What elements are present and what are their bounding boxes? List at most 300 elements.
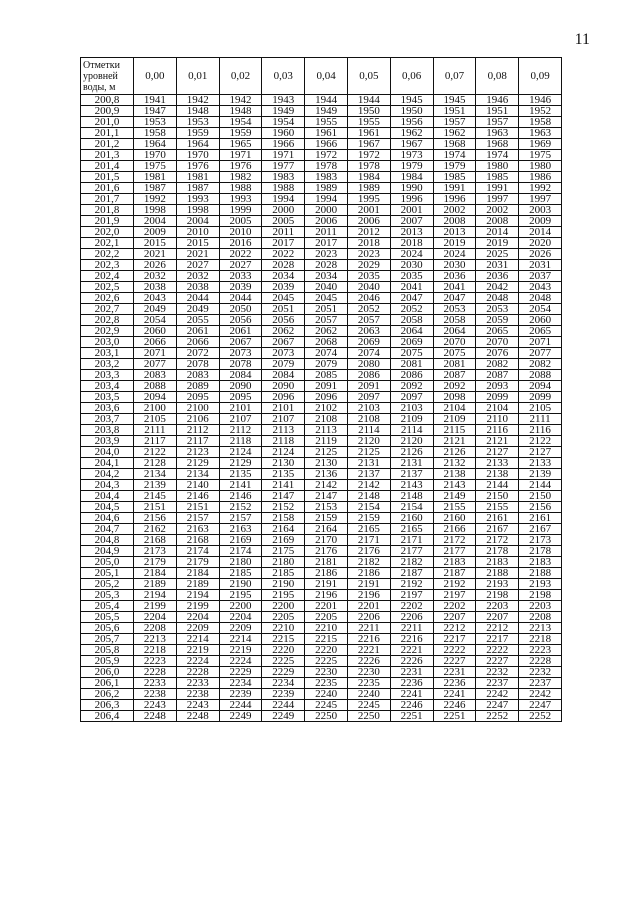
value-cell: 2172 bbox=[433, 535, 476, 546]
value-cell: 2215 bbox=[262, 634, 305, 645]
table-row bbox=[81, 150, 562, 161]
value-cell: 2134 bbox=[176, 469, 219, 480]
value-cell: 2088 bbox=[519, 370, 562, 381]
value-cell: 2087 bbox=[476, 370, 519, 381]
value-cell: 2141 bbox=[219, 480, 262, 491]
value-cell: 2186 bbox=[305, 568, 348, 579]
value-cell: 2079 bbox=[262, 359, 305, 370]
value-cell: 2045 bbox=[262, 293, 305, 304]
value-cell: 2007 bbox=[390, 216, 433, 227]
value-cell: 2189 bbox=[134, 579, 177, 590]
value-cell: 2120 bbox=[347, 436, 390, 447]
value-cell: 2131 bbox=[390, 458, 433, 469]
value-cell: 1988 bbox=[262, 183, 305, 194]
value-cell: 2076 bbox=[476, 348, 519, 359]
value-cell: 2244 bbox=[219, 700, 262, 711]
value-cell: 2043 bbox=[134, 293, 177, 304]
value-cell: 1984 bbox=[347, 172, 390, 183]
value-cell: 2040 bbox=[305, 282, 348, 293]
table-row bbox=[81, 359, 562, 370]
value-cell: 2206 bbox=[347, 612, 390, 623]
value-cell: 2121 bbox=[476, 436, 519, 447]
level-cell: 205,6 bbox=[81, 623, 134, 634]
value-cell: 2117 bbox=[176, 436, 219, 447]
value-cell: 2002 bbox=[433, 205, 476, 216]
value-cell: 2101 bbox=[219, 403, 262, 414]
value-cell: 2238 bbox=[176, 689, 219, 700]
table-row bbox=[81, 249, 562, 260]
value-cell: 2250 bbox=[305, 711, 348, 722]
value-cell: 2196 bbox=[347, 590, 390, 601]
value-cell: 2200 bbox=[262, 601, 305, 612]
value-cell: 2139 bbox=[519, 469, 562, 480]
value-cell: 2204 bbox=[176, 612, 219, 623]
table-row bbox=[81, 458, 562, 469]
value-cell: 2146 bbox=[176, 491, 219, 502]
table-row bbox=[81, 502, 562, 513]
table-row bbox=[81, 106, 562, 117]
column-header-levels: Отметки уровней воды, м bbox=[81, 58, 134, 95]
value-cell: 1962 bbox=[433, 128, 476, 139]
value-cell: 2145 bbox=[134, 491, 177, 502]
table-row bbox=[81, 667, 562, 678]
value-cell: 2126 bbox=[433, 447, 476, 458]
value-cell: 2051 bbox=[262, 304, 305, 315]
value-cell: 2247 bbox=[519, 700, 562, 711]
value-cell: 2078 bbox=[219, 359, 262, 370]
value-cell: 2023 bbox=[347, 249, 390, 260]
value-cell: 2154 bbox=[347, 502, 390, 513]
value-cell: 2100 bbox=[176, 403, 219, 414]
value-cell: 2184 bbox=[176, 568, 219, 579]
value-cell: 2001 bbox=[347, 205, 390, 216]
table-row bbox=[81, 535, 562, 546]
value-cell: 2125 bbox=[347, 447, 390, 458]
value-cell: 2077 bbox=[519, 348, 562, 359]
value-cell: 2161 bbox=[476, 513, 519, 524]
table-row bbox=[81, 271, 562, 282]
value-cell: 2208 bbox=[519, 612, 562, 623]
value-cell: 2033 bbox=[219, 271, 262, 282]
level-cell: 205,3 bbox=[81, 590, 134, 601]
table-row bbox=[81, 524, 562, 535]
value-cell: 2201 bbox=[305, 601, 348, 612]
value-cell: 2074 bbox=[347, 348, 390, 359]
value-cell: 2063 bbox=[347, 326, 390, 337]
value-cell: 2138 bbox=[433, 469, 476, 480]
value-cell: 1941 bbox=[134, 95, 177, 106]
value-cell: 2130 bbox=[262, 458, 305, 469]
value-cell: 1980 bbox=[519, 161, 562, 172]
value-cell: 2051 bbox=[305, 304, 348, 315]
value-cell: 2168 bbox=[134, 535, 177, 546]
table-row bbox=[81, 469, 562, 480]
value-cell: 2187 bbox=[433, 568, 476, 579]
value-cell: 2134 bbox=[134, 469, 177, 480]
table-row bbox=[81, 392, 562, 403]
value-cell: 2056 bbox=[219, 315, 262, 326]
level-cell: 205,2 bbox=[81, 579, 134, 590]
value-cell: 2185 bbox=[262, 568, 305, 579]
value-cell: 2138 bbox=[476, 469, 519, 480]
value-cell: 2112 bbox=[176, 425, 219, 436]
value-cell: 1991 bbox=[476, 183, 519, 194]
value-cell: 2111 bbox=[134, 425, 177, 436]
table-row bbox=[81, 282, 562, 293]
value-cell: 1959 bbox=[176, 128, 219, 139]
value-cell: 2029 bbox=[347, 260, 390, 271]
value-cell: 2238 bbox=[134, 689, 177, 700]
table-row bbox=[81, 436, 562, 447]
level-cell: 201,2 bbox=[81, 139, 134, 150]
value-cell: 2105 bbox=[519, 403, 562, 414]
value-cell: 1996 bbox=[433, 194, 476, 205]
value-cell: 2003 bbox=[519, 205, 562, 216]
value-cell: 1959 bbox=[219, 128, 262, 139]
value-cell: 2075 bbox=[433, 348, 476, 359]
table-row bbox=[81, 216, 562, 227]
table-header-row bbox=[81, 58, 562, 95]
value-cell: 2015 bbox=[176, 238, 219, 249]
value-cell: 2181 bbox=[305, 557, 348, 568]
value-cell: 2129 bbox=[219, 458, 262, 469]
value-cell: 2210 bbox=[262, 623, 305, 634]
value-cell: 2177 bbox=[433, 546, 476, 557]
value-cell: 2227 bbox=[476, 656, 519, 667]
value-cell: 2219 bbox=[176, 645, 219, 656]
level-cell: 201,0 bbox=[81, 117, 134, 128]
column-header: 0,04 bbox=[305, 58, 348, 95]
value-cell: 2013 bbox=[433, 227, 476, 238]
table-row bbox=[81, 546, 562, 557]
level-cell: 201,9 bbox=[81, 216, 134, 227]
value-cell: 2161 bbox=[519, 513, 562, 524]
value-cell: 2082 bbox=[519, 359, 562, 370]
value-cell: 2035 bbox=[390, 271, 433, 282]
level-cell: 205,8 bbox=[81, 645, 134, 656]
value-cell: 2048 bbox=[519, 293, 562, 304]
value-cell: 2196 bbox=[305, 590, 348, 601]
level-cell: 203,7 bbox=[81, 414, 134, 425]
value-cell: 1988 bbox=[219, 183, 262, 194]
value-cell: 2034 bbox=[262, 271, 305, 282]
value-cell: 2150 bbox=[476, 491, 519, 502]
value-cell: 2054 bbox=[134, 315, 177, 326]
value-cell: 2142 bbox=[305, 480, 348, 491]
level-cell: 202,2 bbox=[81, 249, 134, 260]
value-cell: 2230 bbox=[305, 667, 348, 678]
column-header: 0,05 bbox=[347, 58, 390, 95]
value-cell: 2151 bbox=[134, 502, 177, 513]
level-cell: 206,1 bbox=[81, 678, 134, 689]
value-cell: 2052 bbox=[390, 304, 433, 315]
value-cell: 1970 bbox=[134, 150, 177, 161]
value-cell: 2235 bbox=[347, 678, 390, 689]
value-cell: 2027 bbox=[176, 260, 219, 271]
value-cell: 1977 bbox=[262, 161, 305, 172]
level-cell: 201,4 bbox=[81, 161, 134, 172]
value-cell: 2064 bbox=[390, 326, 433, 337]
value-cell: 2206 bbox=[390, 612, 433, 623]
value-cell: 1952 bbox=[519, 106, 562, 117]
value-cell: 2122 bbox=[134, 447, 177, 458]
value-cell: 1955 bbox=[347, 117, 390, 128]
value-cell: 2167 bbox=[519, 524, 562, 535]
value-cell: 2231 bbox=[433, 667, 476, 678]
value-cell: 2248 bbox=[134, 711, 177, 722]
value-cell: 2001 bbox=[390, 205, 433, 216]
value-cell: 2054 bbox=[519, 304, 562, 315]
value-cell: 2242 bbox=[476, 689, 519, 700]
value-cell: 2229 bbox=[262, 667, 305, 678]
value-cell: 2053 bbox=[433, 304, 476, 315]
value-cell: 2186 bbox=[347, 568, 390, 579]
value-cell: 2066 bbox=[176, 337, 219, 348]
value-cell: 2200 bbox=[219, 601, 262, 612]
value-cell: 2242 bbox=[519, 689, 562, 700]
value-cell: 1978 bbox=[347, 161, 390, 172]
value-cell: 2084 bbox=[219, 370, 262, 381]
value-cell: 2009 bbox=[519, 216, 562, 227]
value-cell: 1960 bbox=[262, 128, 305, 139]
value-cell: 2203 bbox=[519, 601, 562, 612]
value-cell: 2127 bbox=[519, 447, 562, 458]
value-cell: 2245 bbox=[305, 700, 348, 711]
value-cell: 2236 bbox=[433, 678, 476, 689]
value-cell: 2137 bbox=[390, 469, 433, 480]
value-cell: 1967 bbox=[347, 139, 390, 150]
value-cell: 1945 bbox=[390, 95, 433, 106]
value-cell: 2204 bbox=[219, 612, 262, 623]
value-cell: 1966 bbox=[305, 139, 348, 150]
value-cell: 2096 bbox=[262, 392, 305, 403]
value-cell: 2213 bbox=[134, 634, 177, 645]
value-cell: 2115 bbox=[433, 425, 476, 436]
value-cell: 2043 bbox=[519, 282, 562, 293]
value-cell: 2163 bbox=[176, 524, 219, 535]
value-cell: 2182 bbox=[347, 557, 390, 568]
value-cell: 2224 bbox=[176, 656, 219, 667]
value-cell: 2005 bbox=[219, 216, 262, 227]
value-cell: 2187 bbox=[390, 568, 433, 579]
value-cell: 2032 bbox=[176, 271, 219, 282]
value-cell: 2022 bbox=[262, 249, 305, 260]
value-cell: 2153 bbox=[305, 502, 348, 513]
value-cell: 2081 bbox=[390, 359, 433, 370]
value-cell: 1987 bbox=[134, 183, 177, 194]
value-cell: 2075 bbox=[390, 348, 433, 359]
value-cell: 1969 bbox=[519, 139, 562, 150]
value-cell: 2035 bbox=[347, 271, 390, 282]
value-cell: 1993 bbox=[219, 194, 262, 205]
value-cell: 2243 bbox=[134, 700, 177, 711]
value-cell: 2147 bbox=[305, 491, 348, 502]
value-cell: 2225 bbox=[262, 656, 305, 667]
value-cell: 1984 bbox=[390, 172, 433, 183]
value-cell: 2195 bbox=[219, 590, 262, 601]
value-cell: 2004 bbox=[176, 216, 219, 227]
value-cell: 2095 bbox=[176, 392, 219, 403]
value-cell: 2149 bbox=[433, 491, 476, 502]
value-cell: 2027 bbox=[219, 260, 262, 271]
value-cell: 2180 bbox=[262, 557, 305, 568]
value-cell: 2188 bbox=[476, 568, 519, 579]
value-cell: 2143 bbox=[433, 480, 476, 491]
value-cell: 2015 bbox=[134, 238, 177, 249]
level-cell: 205,1 bbox=[81, 568, 134, 579]
value-cell: 2058 bbox=[390, 315, 433, 326]
value-cell: 2209 bbox=[219, 623, 262, 634]
value-cell: 1992 bbox=[519, 183, 562, 194]
value-cell: 1957 bbox=[476, 117, 519, 128]
level-cell: 203,2 bbox=[81, 359, 134, 370]
table-row bbox=[81, 568, 562, 579]
value-cell: 2040 bbox=[347, 282, 390, 293]
value-cell: 2213 bbox=[519, 623, 562, 634]
value-cell: 1964 bbox=[134, 139, 177, 150]
value-cell: 1961 bbox=[347, 128, 390, 139]
value-cell: 2198 bbox=[519, 590, 562, 601]
value-cell: 2211 bbox=[347, 623, 390, 634]
value-cell: 2147 bbox=[262, 491, 305, 502]
value-cell: 2237 bbox=[519, 678, 562, 689]
table-row bbox=[81, 634, 562, 645]
value-cell: 2155 bbox=[433, 502, 476, 513]
value-cell: 2038 bbox=[134, 282, 177, 293]
level-cell: 201,8 bbox=[81, 205, 134, 216]
value-cell: 2031 bbox=[519, 260, 562, 271]
value-cell: 2071 bbox=[134, 348, 177, 359]
value-cell: 2091 bbox=[347, 381, 390, 392]
level-cell: 200,8 bbox=[81, 95, 134, 106]
value-cell: 2223 bbox=[134, 656, 177, 667]
value-cell: 2009 bbox=[134, 227, 177, 238]
value-cell: 1945 bbox=[433, 95, 476, 106]
value-cell: 2013 bbox=[390, 227, 433, 238]
level-cell: 206,2 bbox=[81, 689, 134, 700]
value-cell: 1951 bbox=[433, 106, 476, 117]
level-cell: 204,7 bbox=[81, 524, 134, 535]
value-cell: 2114 bbox=[390, 425, 433, 436]
level-cell: 202,0 bbox=[81, 227, 134, 238]
value-cell: 2101 bbox=[262, 403, 305, 414]
level-cell: 202,1 bbox=[81, 238, 134, 249]
table-row bbox=[81, 172, 562, 183]
value-cell: 2239 bbox=[219, 689, 262, 700]
value-cell: 2235 bbox=[305, 678, 348, 689]
value-cell: 2086 bbox=[347, 370, 390, 381]
level-cell: 201,1 bbox=[81, 128, 134, 139]
value-cell: 1973 bbox=[390, 150, 433, 161]
value-cell: 2188 bbox=[519, 568, 562, 579]
table-row bbox=[81, 326, 562, 337]
value-cell: 2157 bbox=[176, 513, 219, 524]
value-cell: 1974 bbox=[433, 150, 476, 161]
value-cell: 2220 bbox=[262, 645, 305, 656]
value-cell: 2083 bbox=[134, 370, 177, 381]
level-cell: 205,4 bbox=[81, 601, 134, 612]
value-cell: 1946 bbox=[476, 95, 519, 106]
value-cell: 2012 bbox=[347, 227, 390, 238]
value-cell: 2061 bbox=[219, 326, 262, 337]
value-cell: 2042 bbox=[476, 282, 519, 293]
value-cell: 2231 bbox=[390, 667, 433, 678]
value-cell: 2017 bbox=[262, 238, 305, 249]
value-cell: 2109 bbox=[390, 414, 433, 425]
value-cell: 2092 bbox=[433, 381, 476, 392]
value-cell: 2119 bbox=[305, 436, 348, 447]
value-cell: 1986 bbox=[519, 172, 562, 183]
value-cell: 2019 bbox=[433, 238, 476, 249]
value-cell: 2169 bbox=[219, 535, 262, 546]
value-cell: 2010 bbox=[176, 227, 219, 238]
value-cell: 2172 bbox=[476, 535, 519, 546]
value-cell: 2252 bbox=[519, 711, 562, 722]
value-cell: 2121 bbox=[433, 436, 476, 447]
value-cell: 2156 bbox=[134, 513, 177, 524]
value-cell: 2046 bbox=[347, 293, 390, 304]
value-cell: 2133 bbox=[519, 458, 562, 469]
table-row bbox=[81, 183, 562, 194]
level-cell: 204,0 bbox=[81, 447, 134, 458]
value-cell: 2148 bbox=[390, 491, 433, 502]
value-cell: 2039 bbox=[262, 282, 305, 293]
value-cell: 2214 bbox=[219, 634, 262, 645]
value-cell: 1953 bbox=[134, 117, 177, 128]
value-cell: 2217 bbox=[476, 634, 519, 645]
value-cell: 2233 bbox=[134, 678, 177, 689]
value-cell: 2028 bbox=[262, 260, 305, 271]
value-cell: 2041 bbox=[390, 282, 433, 293]
value-cell: 2110 bbox=[476, 414, 519, 425]
table-row bbox=[81, 700, 562, 711]
value-cell: 2182 bbox=[390, 557, 433, 568]
level-cell: 204,2 bbox=[81, 469, 134, 480]
table-row bbox=[81, 557, 562, 568]
value-cell: 1963 bbox=[476, 128, 519, 139]
value-cell: 2135 bbox=[262, 469, 305, 480]
value-cell: 2241 bbox=[433, 689, 476, 700]
value-cell: 2113 bbox=[305, 425, 348, 436]
value-cell: 2251 bbox=[390, 711, 433, 722]
value-cell: 2185 bbox=[219, 568, 262, 579]
value-cell: 1976 bbox=[176, 161, 219, 172]
value-cell: 2249 bbox=[219, 711, 262, 722]
value-cell: 2074 bbox=[305, 348, 348, 359]
value-cell: 2047 bbox=[390, 293, 433, 304]
value-cell: 2008 bbox=[476, 216, 519, 227]
value-cell: 1979 bbox=[390, 161, 433, 172]
value-cell: 2137 bbox=[347, 469, 390, 480]
value-cell: 2073 bbox=[262, 348, 305, 359]
level-cell: 202,9 bbox=[81, 326, 134, 337]
value-cell: 2078 bbox=[176, 359, 219, 370]
value-cell: 2130 bbox=[305, 458, 348, 469]
value-cell: 1989 bbox=[305, 183, 348, 194]
value-cell: 2163 bbox=[219, 524, 262, 535]
value-cell: 1974 bbox=[476, 150, 519, 161]
value-cell: 1953 bbox=[176, 117, 219, 128]
value-cell: 2132 bbox=[433, 458, 476, 469]
value-cell: 1971 bbox=[219, 150, 262, 161]
value-cell: 2162 bbox=[134, 524, 177, 535]
value-cell: 2197 bbox=[390, 590, 433, 601]
value-cell: 2067 bbox=[262, 337, 305, 348]
page-number: 11 bbox=[574, 31, 590, 48]
value-cell: 2233 bbox=[176, 678, 219, 689]
value-cell: 2165 bbox=[390, 524, 433, 535]
level-cell: 204,8 bbox=[81, 535, 134, 546]
